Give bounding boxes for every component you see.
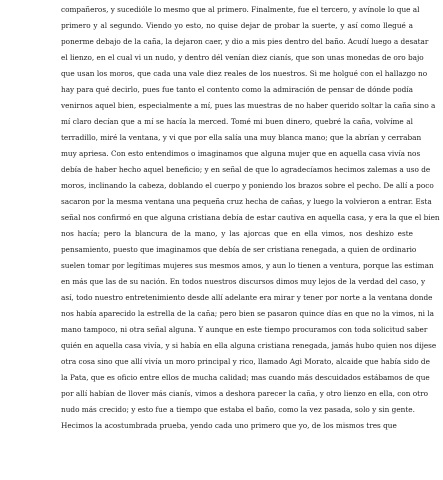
text-line: por allí habían de llover más cianís, vimos a deshora parecer la caña, y otro lienzo en ella, con otro (61, 389, 428, 398)
text-line: muy apriesa. Con esto entendimos o imaginamos que alguna mujer que en aquella casa vivía nos (61, 149, 421, 158)
text-line: en más que las de su nación. En todos nuestros discursos dimos muy lejos de la verdad del caso, y (61, 277, 426, 286)
text-line: sacaron por la mesma ventana una pequeña cruz hecha de cañas, y luego la volvieron a entrar. Esta (61, 197, 432, 206)
text-line: quién en aquella casa vivía, y si había en ella alguna cristiana renegada, jamás hubo quien nos dijese (61, 341, 437, 350)
text-line: compañeros, y sucedióle lo mesmo que al primero. Finalmente, fue el tercero, y avínole lo que al (61, 5, 420, 14)
text-line: debía de haber hecho aquel beneficio; y en señal de que lo agradecíamos hecimos zalemas a uso de (61, 165, 431, 174)
text-line: moros, inclinando la cabeza, doblando el cuerpo y poniendo los brazos sobre el pecho. De allí a poco (61, 181, 434, 190)
body-text (61, 2, 440, 434)
text-line: venirnos aquel bien, especialmente a mí, pues las muestras de no haber querido soltar la caña sino a (61, 101, 436, 110)
text-line: otra cosa sino que allí vivía un moro principal y rico, llamado Agi Morato, alcaide que había sido de (61, 357, 430, 366)
text-line: el lienzo, en el cual vi un nudo, y dentro dél venían diez cianís, que son unas monedas de oro bajo (61, 53, 424, 62)
text-line: nos había aparecido la estrella de la caña; pero bien se pasaron quince días en que no la vimos, ni la (61, 309, 435, 318)
text-line: nudo más crecido; y esto fue a tiempo que estaba el baño, como la vez pasada, solo y sin gente. (61, 405, 415, 414)
text-line: primero y al segundo. Viendo yo esto, no quise dejar de probar la suerte, y así como llegué a (61, 21, 413, 30)
text-line: terradillo, miré la ventana, y vi que por ella salía una muy blanca mano; que la abrían y cerraban (61, 133, 422, 142)
text-line: suelen tomar por legítimas mujeres sus mesmos amos, y aun lo tienen a ventura, porque las estiman (61, 261, 434, 270)
text-line: Hecimos la acostumbrada prueba, yendo cada uno primero que yo, de los mismos tres que (61, 421, 397, 430)
text-line: hay para qué decirlo, pues fue tanto el contento como la admiración de pensar de dónde podía (61, 85, 413, 94)
text-line: que usan los moros, que cada una vale diez reales de los nuestros. Si me holgué con el hallazgo no (61, 69, 428, 78)
text-line: la Pata, que es oficio entre ellos de mucha calidad; mas cuando más descuidados estábamos de que (61, 373, 430, 382)
text-line: pensamiento, puesto que imaginamos que debía de ser cristiana renegada, a quien de ordinario (61, 245, 417, 254)
text-line: señal nos confirmó en que alguna cristiana debía de estar cautiva en aquella casa, y era la que el bien (61, 213, 440, 222)
text-line: ponerme debajo de la caña, la dejaron caer, y dio a mis pies dentro del baño. Acudí luego a desatar (61, 37, 429, 46)
text-line: nos hacía; pero la blancura de la mano, y las ajorcas que en ella vimos, nos deshizo este (61, 229, 413, 238)
text-line: mí claro decían que a mí se hacía la merced. Tomé mi buen dinero, quebré la caña, volvíme al (61, 117, 413, 126)
text-line: así, todo nuestro entretenimiento desde allí adelante era mirar y tener por norte a la ventana donde (61, 293, 433, 302)
text-line: mano tampoco, ni otra señal alguna. Y aunque en este tiempo procuramos con toda solicitud saber (61, 325, 428, 334)
